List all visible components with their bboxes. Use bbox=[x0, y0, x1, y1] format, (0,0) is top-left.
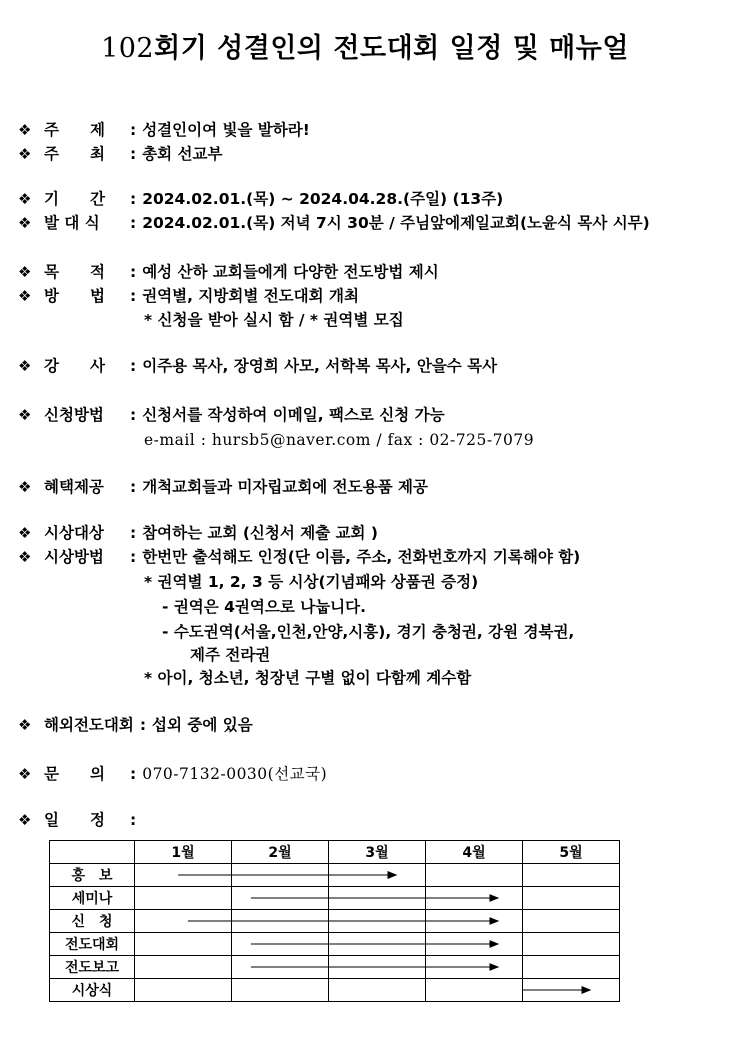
item-label: 문 의 bbox=[44, 765, 105, 783]
table-row bbox=[50, 933, 620, 956]
month-header: 5월 bbox=[523, 841, 620, 864]
bullet-icon: ❖ bbox=[18, 357, 32, 375]
item-label: 주 제 bbox=[44, 121, 105, 139]
item-label: 신청방법 bbox=[44, 406, 104, 424]
item-period: ❖ 기 간 : 2024.02.01.(목) ~ 2024.04.28.(주일) (13주) bbox=[18, 190, 504, 208]
item-label: 시상대상 bbox=[44, 524, 104, 542]
item-award-target: ❖ 시상대상 : 참여하는 교회 (신청서 제출 교회 ) bbox=[18, 524, 379, 542]
bullet-icon: ❖ bbox=[18, 811, 32, 829]
item-launch: ❖ 발 대 식 : 2024.02.01.(목) 저녁 7시 30분 / 주님앞에제일교회(노윤식 목사 시무) bbox=[18, 214, 650, 232]
table-row bbox=[50, 910, 620, 933]
row-label: 시상식 bbox=[50, 979, 135, 1002]
row-label: 세미나 bbox=[50, 887, 135, 910]
apply-contact: e-mail : hursb5@naver.com / fax : 02-725-7079 bbox=[144, 431, 535, 449]
title-text: 회기 성결인의 전도대회 일정 및 매뉴얼 bbox=[154, 33, 629, 64]
award-note-3: - 수도권역(서울,인천,안양,시흥), 경기 충청권, 강원 경북권, bbox=[162, 623, 575, 641]
bullet-icon: ❖ bbox=[18, 716, 32, 734]
item-label: 시상방법 bbox=[44, 548, 104, 566]
bullet-icon: ❖ bbox=[18, 145, 32, 163]
item-label: 혜택제공 bbox=[44, 478, 104, 496]
item-label: 일 정 bbox=[44, 811, 105, 829]
title-number: 102 bbox=[101, 33, 155, 64]
page-title bbox=[0, 26, 730, 65]
item-value: 한번만 출석해도 인정(단 이름, 주소, 전화번호까지 기록해야 함) bbox=[142, 548, 581, 566]
bullet-icon: ❖ bbox=[18, 406, 32, 424]
table-corner-cell bbox=[50, 841, 135, 864]
table-header-row bbox=[50, 841, 620, 864]
item-label: 발 대 식 bbox=[44, 214, 100, 232]
bullet-icon: ❖ bbox=[18, 214, 32, 232]
item-value: 성결인이여 빛을 발하라! bbox=[142, 121, 310, 139]
item-benefit: ❖ 혜택제공 : 개척교회들과 미자립교회에 전도용품 제공 bbox=[18, 478, 428, 496]
bullet-icon: ❖ bbox=[18, 548, 32, 566]
item-speakers: ❖ 강 사 : 이주용 목사, 장영희 사모, 서학복 목사, 안을수 목사 bbox=[18, 357, 498, 375]
item-subject: ❖ 주 제 : 성결인이여 빛을 발하라! bbox=[18, 121, 310, 139]
award-note-4: 제주 전라권 bbox=[190, 646, 271, 664]
item-contact: ❖ 문 의 : 070-7132-0030(선교국) bbox=[18, 765, 328, 783]
bullet-icon: ❖ bbox=[18, 190, 32, 208]
item-overseas: ❖ 해외전도대회 : 섭외 중에 있음 bbox=[18, 716, 253, 734]
item-method: ❖ 방 법 : 권역별, 지방회별 전도대회 개최 bbox=[18, 287, 359, 305]
item-label: 방 법 bbox=[44, 287, 105, 305]
item-value: 070-7132-0030(선교국) bbox=[142, 765, 328, 783]
item-host: ❖ 주 최 : 총회 선교부 bbox=[18, 145, 223, 163]
award-note-1: * 권역별 1, 2, 3 등 시상(기념패와 상품권 증정) bbox=[144, 573, 479, 591]
item-value: 총회 선교부 bbox=[142, 145, 223, 163]
row-label: 신 청 bbox=[50, 910, 135, 933]
table-row bbox=[50, 864, 620, 887]
item-value: 참여하는 교회 (신청서 제출 교회 ) bbox=[142, 524, 379, 542]
item-value: 이주용 목사, 장영희 사모, 서학복 목사, 안을수 목사 bbox=[142, 357, 498, 375]
row-label: 전도보고 bbox=[50, 956, 135, 979]
month-header: 2월 bbox=[232, 841, 329, 864]
item-label: 기 간 bbox=[44, 190, 105, 208]
bullet-icon: ❖ bbox=[18, 765, 32, 783]
table-row bbox=[50, 887, 620, 910]
item-award-method: ❖ 시상방법 : 한번만 출석해도 인정(단 이름, 주소, 전화번호까지 기록해야 함) bbox=[18, 548, 581, 566]
bullet-icon: ❖ bbox=[18, 478, 32, 496]
item-value: 권역별, 지방회별 전도대회 개최 bbox=[142, 287, 359, 305]
month-header: 1월 bbox=[135, 841, 232, 864]
item-apply: ❖ 신청방법 : 신청서를 작성하여 이메일, 팩스로 신청 가능 bbox=[18, 406, 445, 424]
row-label: 전도대회 bbox=[50, 933, 135, 956]
item-label: 주 최 bbox=[44, 145, 105, 163]
item-value: 섭외 중에 있음 bbox=[152, 716, 253, 734]
award-note-2: - 권역은 4권역으로 나눕니다. bbox=[162, 598, 366, 616]
row-label: 홍 보 bbox=[50, 864, 135, 887]
bullet-icon: ❖ bbox=[18, 287, 32, 305]
month-header: 3월 bbox=[329, 841, 426, 864]
item-value: 2024.02.01.(목) 저녁 7시 30분 / 주님앞에제일교회(노윤식 목사 시무) bbox=[142, 214, 650, 232]
bullet-icon: ❖ bbox=[18, 524, 32, 542]
bullet-icon: ❖ bbox=[18, 121, 32, 139]
table-row bbox=[50, 979, 620, 1002]
item-value: 개척교회들과 미자립교회에 전도용품 제공 bbox=[142, 478, 428, 496]
item-value: 예성 산하 교회들에게 다양한 전도방법 제시 bbox=[142, 263, 439, 281]
method-note: * 신청을 받아 실시 함 / * 권역별 모집 bbox=[144, 311, 404, 329]
item-label: 강 사 bbox=[44, 357, 105, 375]
table-row bbox=[50, 956, 620, 979]
item-label: 해외전도대회 bbox=[44, 716, 134, 734]
item-schedule: ❖ 일 정 : bbox=[18, 811, 137, 829]
item-value: 신청서를 작성하여 이메일, 팩스로 신청 가능 bbox=[142, 406, 445, 424]
award-note-5: * 아이, 청소년, 청장년 구별 없이 다함께 계수함 bbox=[144, 669, 472, 687]
item-purpose: ❖ 목 적 : 예성 산하 교회들에게 다양한 전도방법 제시 bbox=[18, 263, 439, 281]
bullet-icon: ❖ bbox=[18, 263, 32, 281]
item-label: 목 적 bbox=[44, 263, 105, 281]
month-header: 4월 bbox=[426, 841, 523, 864]
schedule-table bbox=[49, 840, 620, 1002]
item-value: 2024.02.01.(목) ~ 2024.04.28.(주일) (13주) bbox=[142, 190, 504, 208]
